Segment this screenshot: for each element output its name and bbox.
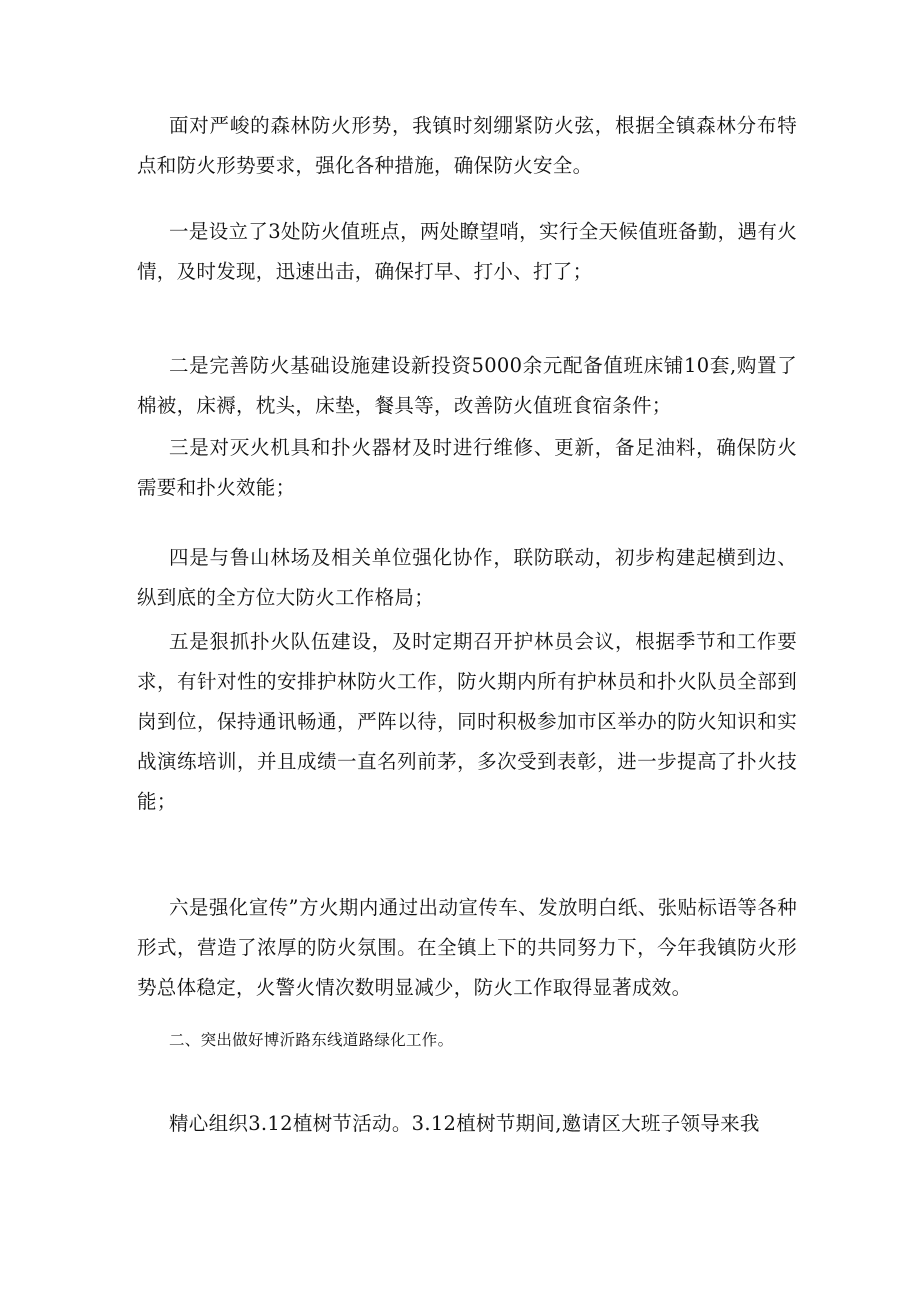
paragraph-item-4: 四是与鲁山林场及相关单位强化协作，联防联动，初步构建起横到边、纵到底的全方位大防火工作格局； [137,546,797,609]
paragraph-intro: 面对严峻的森林防火形势，我镇时刻绷紧防火弦，根据全镇森林分布特点和防火形势要求，强化各种措施，确保防火安全。 [137,114,797,177]
section-heading: 二、突出做好博沂路东线道路绿化工作。 [169,1031,454,1049]
paragraph-item-6: 六是强化宣传”方火期内通过出动宣传车、发放明白纸、张贴标语等各种形式，营造了浓厚的防火氛围。在全镇上下的共同努力下，今年我镇防火形势总体稳定，火警火情次数明显减少，防火工作取得显著成效。 [137,896,797,999]
paragraph-item-2: 二是完善防火基础设施建设新投资5000余元配备值班床铺10套,购置了棉被，床褥，枕头，床垫，餐具等，改善防火值班食宿条件； [137,354,797,417]
paragraph-item-3: 三是对灭火机具和扑火器材及时进行维修、更新，备足油料，确保防火需要和扑火效能； [137,436,797,499]
paragraph-item-1: 一是设立了3处防火值班点，两处瞭望哨，实行全天候值班备勤，遇有火情，及时发现，迅速出击，确保打早、打小、打了； [137,220,797,283]
paragraph-item-5: 五是狠抓扑火队伍建设，及时定期召开护林员会议，根据季节和工作要求，有针对性的安排护林防火工作，防火期内所有护林员和扑火队员全部到岗到位，保持通讯畅通，严阵以待，同时积极参加市区举办的防火知识和实战演练培训，并且成绩一直名列前茅，多次受到表彰，进一步提高了扑火技能； [137,630,797,813]
paragraph-final: 精心组织3.12植树节活动。3.12植树节期间,邀请区大班子领导来我 [169,1112,760,1135]
